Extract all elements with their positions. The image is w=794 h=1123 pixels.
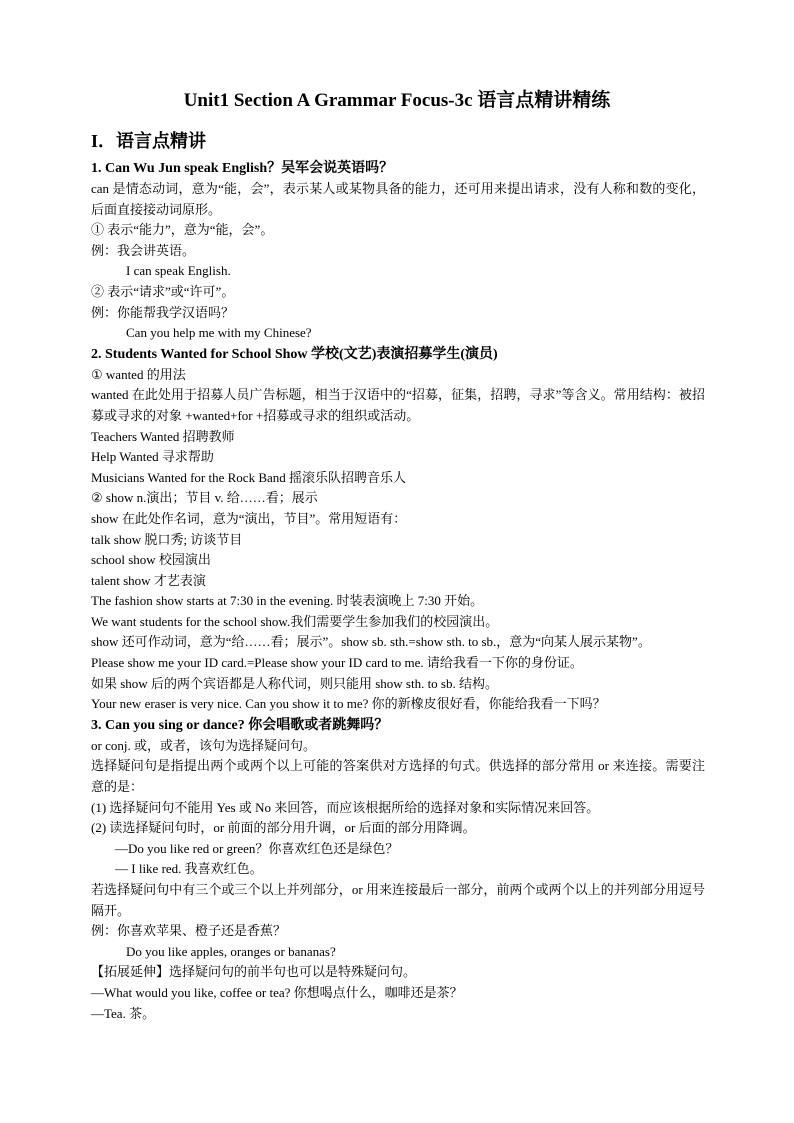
point-heading: 1. Can Wu Jun speak English？吴军会说英语吗？ [91, 161, 394, 176]
page-title: Unit1 Section A Grammar Focus-3c 语言点精讲精练 [183, 90, 611, 111]
text-line: ② show n.演出；节目 v. 给……看；展示 [91, 490, 318, 506]
point-heading: 3. Can you sing or dance? 你会唱歌或者跳舞吗？ [91, 717, 389, 733]
text-line: Teachers Wanted 招聘教师 [91, 428, 235, 444]
text-line: Can you help me with my Chinese? [126, 325, 312, 341]
text-line: can 是情态动词，意为“能，会”，表示某人或某物具备的能力，还可用来提出请求，没有人称和数的变化，后面直接接动词原形。 [91, 181, 705, 217]
text-line: 例：你能帮我学汉语吗？ [91, 304, 235, 320]
text-line: ① 表示“能力”，意为“能，会”。 [91, 222, 274, 238]
text-line: Musicians Wanted for the Rock Band 摇滚乐队招聘音乐人 [91, 469, 407, 485]
point-heading: 2. Students Wanted for School Show 学校(文艺)表演招募学生(演员) [91, 346, 498, 362]
section-title: I．语言点精讲 [91, 131, 207, 151]
text-line: (2) 读选择疑问句时，or 前面的部分用升调，or 后面的部分用降调。 [91, 820, 476, 836]
text-line: school show 校园演出 [91, 552, 211, 568]
text-line: (1) 选择疑问句不能用 Yes 或 No 来回答，而应该根据所给的选择对象和实际情况来回答。 [91, 799, 600, 815]
text-line: talent show 才艺表演 [91, 572, 206, 588]
text-line: —Tea. 茶。 [91, 1005, 156, 1021]
text-line: ② 表示“请求”或“许可”。 [91, 283, 235, 299]
text-line: — I like red. 我喜欢红色。 [115, 861, 263, 877]
text-line: show 在此处作名词，意为“演出，节目”。常用短语有： [91, 510, 407, 526]
text-line: 例：你喜欢苹果、橙子还是香蕉？ [91, 923, 287, 939]
text-line: wanted 在此处用于招募人员广告标题，相当于汉语中的“招募，征集，招聘，寻求”等含义。常用结构：被招募或寻求的对象 +wanted+for +招募或寻求的组织或活动。 [91, 387, 705, 423]
text-line: —Do you like red or green？你喜欢红色还是绿色？ [115, 840, 399, 856]
text-line: Your new eraser is very nice. Can you show it to me? 你的新橡皮很好看，你能给我看一下吗？ [91, 696, 606, 712]
text-line: Do you like apples, oranges or bananas? [126, 943, 336, 959]
text-line: ① wanted 的用法 [91, 366, 186, 382]
text-line: 如果 show 后的两个宾语都是人称代词，则只能用 show sth. to sb. 结构。 [91, 675, 498, 691]
text-line: 若选择疑问句中有三个或三个以上并列部分，or 用来连接最后一部分，前两个或两个以上的并列部分用逗号隔开。 [91, 882, 705, 918]
text-line: Help Wanted 寻求帮助 [91, 449, 214, 465]
text-line: 选择疑问句是指提出两个或两个以上可能的答案供对方选择的句式。供选择的部分常用 or 来连接。需要注意的是： [91, 758, 705, 795]
text-line: The fashion show starts at 7:30 in the evening. 时装表演晚上 7:30 开始。 [91, 593, 484, 609]
text-line: We want students for the school show.我们需要学生参加我们的校园演出。 [91, 613, 499, 629]
text-line: 【拓展延伸】选择疑问句的前半句也可以是特殊疑问句。 [91, 964, 417, 980]
text-line: —What would you like, coffee or tea? 你想喝点什么，咖啡还是茶？ [91, 984, 463, 1000]
document-body [91, 158, 705, 1024]
text-line: 例：我会讲英语。 [91, 242, 196, 258]
text-line: or conj. 或，或者，该句为选择疑问句。 [91, 737, 316, 753]
text-line: show 还可作动词，意为“给……看；展示”。show sb. sth.=show sth. to sb.，意为“向某人展示某物”。 [91, 634, 651, 650]
text-line: Please show me your ID card.=Please show your ID card to me. 请给我看一下你的身份证。 [91, 655, 583, 671]
text-line: I can speak English. [126, 263, 231, 279]
text-line: talk show 脱口秀; 访谈节目 [91, 531, 243, 547]
